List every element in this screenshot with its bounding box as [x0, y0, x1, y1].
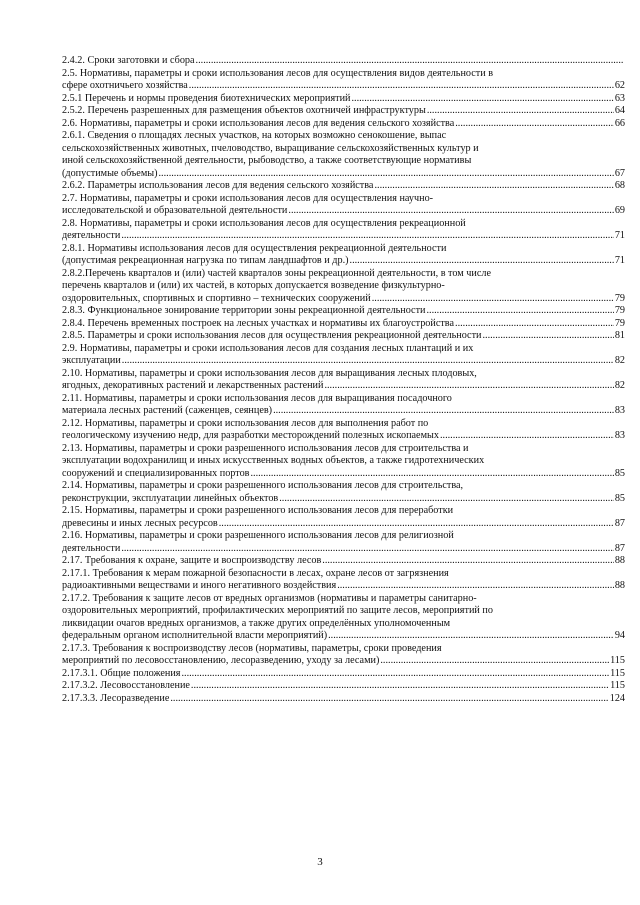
toc-entry-text-line: 2.17.2. Требования к защите лесов от вредных организмов (нормативы и параметры санитарно-	[62, 592, 477, 604]
toc-entry[interactable]	[62, 105, 625, 118]
toc-entry-text-line: иной сельскохозяйственной деятельности, рыбоводство, а также соответствующие нормативы	[62, 155, 472, 166]
dot-leader	[121, 230, 613, 243]
toc-entry[interactable]	[62, 593, 625, 643]
toc-entry-last-line	[62, 430, 625, 443]
toc-entry-last-line	[62, 555, 625, 568]
toc-entry-title: 2.6. Нормативы, параметры и сроки использования лесов для ведения сельского хозяйства	[62, 117, 455, 129]
toc-entry[interactable]	[62, 568, 625, 593]
toc-entry-last-line	[62, 380, 625, 393]
toc-entry-last-line	[62, 630, 625, 643]
toc-entry[interactable]	[62, 68, 625, 93]
toc-entry-last-line	[62, 518, 625, 531]
toc-entry-title: 2.17. Требования к охране, защите и воспроизводству лесов	[62, 555, 322, 566]
toc-entry-title: 2.17.3.1. Общие положения	[62, 667, 181, 679]
dot-leader	[324, 380, 613, 393]
table-of-contents	[62, 55, 625, 705]
toc-entry-last-line	[62, 680, 625, 693]
toc-entry-text-line: 2.12. Нормативы, параметры и сроки использования лесов для выполнения работ по	[62, 417, 429, 429]
toc-page-number: 82	[614, 355, 625, 366]
toc-entry[interactable]	[62, 130, 625, 180]
toc-entry-title: 2.17.3.3. Лесоразведение	[62, 692, 170, 704]
toc-entry[interactable]	[62, 443, 625, 481]
toc-page-number: 64	[614, 105, 625, 116]
toc-page-number: 67	[614, 167, 625, 179]
dot-leader	[170, 693, 608, 706]
toc-entry-title: ягодных, декоративных растений и лекарственных растений	[62, 380, 324, 391]
toc-entry-title: 2.8.3. Функциональное зонирование территории зоны рекреационной деятельности	[62, 305, 426, 316]
toc-entry[interactable]	[62, 343, 625, 368]
toc-entry-last-line	[62, 668, 625, 681]
toc-page-number: 85	[614, 467, 625, 479]
toc-entry-title: реконструкции, эксплуатации линейных объектов	[62, 492, 279, 504]
dot-leader	[288, 205, 613, 218]
dot-leader	[219, 518, 614, 531]
dot-leader	[279, 493, 614, 506]
toc-entry-text-line: 2.8.2.Перечень кварталов и (или) частей кварталов зоны рекреационной деятельности, в том числе	[62, 267, 491, 279]
toc-entry-text-line: 2.5. Нормативы, параметры и сроки использования лесов для осуществления видов деятельности в	[62, 67, 494, 79]
dot-leader	[337, 580, 614, 593]
toc-page-number: 94	[614, 630, 625, 641]
toc-entry[interactable]	[62, 368, 625, 393]
toc-entry-title: деятельности	[62, 230, 121, 241]
dot-leader	[455, 118, 614, 131]
toc-page-number: 83	[614, 405, 625, 416]
toc-entry[interactable]	[62, 393, 625, 418]
toc-entry-last-line	[62, 318, 625, 331]
dot-leader	[181, 668, 609, 681]
dot-leader	[250, 468, 613, 481]
dot-leader	[374, 180, 613, 193]
toc-entry-title: 2.17.3.2. Лесовосстановление	[62, 680, 190, 691]
toc-page-number: 115	[610, 680, 625, 691]
toc-entry-last-line	[62, 55, 625, 68]
toc-entry-text-line: 2.6.1. Сведения о площадях лесных участков, на которых возможно сенокошение, выпас	[62, 130, 447, 141]
toc-entry-last-line	[62, 80, 625, 93]
toc-entry-text-line: 2.9. Нормативы, параметры и сроки использования лесов для создания лесных плантаций и их	[62, 342, 474, 354]
toc-page-number: 83	[614, 430, 625, 441]
toc-entry-last-line	[62, 168, 625, 181]
toc-page-number: 88	[614, 555, 625, 566]
toc-entry-last-line	[62, 180, 625, 193]
page-number: 3	[317, 856, 323, 868]
toc-entry[interactable]	[62, 268, 625, 306]
toc-entry-text-line: 2.8.1. Нормативы использования лесов для осуществления рекреационной деятельности	[62, 242, 447, 254]
dot-leader	[380, 655, 609, 668]
toc-page-number: 68	[614, 180, 625, 191]
toc-page-number: 115	[610, 655, 625, 666]
toc-entry-text-line: 2.13. Нормативы, параметры и сроки разрешенного использования лесов для строительства и	[62, 442, 469, 454]
toc-entry-last-line	[62, 118, 625, 131]
dot-leader	[350, 255, 614, 268]
toc-entry-last-line	[62, 493, 625, 506]
toc-entry[interactable]	[62, 305, 625, 318]
toc-entry[interactable]	[62, 530, 625, 555]
toc-entry-title: 2.5.1 Перечень и нормы проведения биотехнических мероприятий	[62, 92, 351, 104]
toc-entry-last-line	[62, 93, 625, 106]
toc-page-number: 79	[614, 292, 625, 304]
toc-entry-title: 2.4.2. Сроки заготовки и сбора	[62, 55, 195, 66]
toc-entry-last-line	[62, 355, 625, 368]
toc-page-number: 85	[614, 492, 625, 504]
toc-entry-last-line	[62, 693, 625, 706]
toc-entry[interactable]	[62, 93, 625, 106]
toc-entry-text-line: оздоровительных мероприятий, профилактических мероприятий по защите лесов, мероприятий по	[62, 605, 493, 616]
toc-entry-title: (допустимые объемы)	[62, 167, 158, 179]
toc-entry[interactable]	[62, 330, 625, 343]
toc-entry-text-line: перечень кварталов и (или) их частей, в которых допускается возведение физкультурно-	[62, 280, 445, 291]
toc-entry-last-line	[62, 230, 625, 243]
toc-page-number: 79	[614, 305, 625, 316]
toc-entry[interactable]	[62, 118, 625, 131]
toc-entry-title: 2.6.2. Параметры использования лесов для ведения сельского хозяйства	[62, 180, 374, 191]
dot-leader	[482, 330, 613, 343]
toc-page-number: 87	[614, 517, 625, 529]
toc-entry-text-line: 2.7. Нормативы, параметры и сроки использования лесов для осуществления научно-	[62, 192, 434, 204]
toc-entry[interactable]	[62, 243, 625, 268]
toc-entry[interactable]	[62, 680, 625, 693]
toc-entry-title: федеральным органом исполнительной власти мероприятий)	[62, 630, 328, 641]
toc-page-number: 115	[610, 667, 625, 679]
toc-entry-title: 2.5.2. Перечень разрешенных для размещения объектов охотничей инфраструктуры	[62, 105, 426, 116]
toc-entry-text-line: сельскохозяйственных животных, пчеловодство, выращивание сельскохозяйственных культур и	[62, 142, 479, 154]
toc-entry-last-line	[62, 293, 625, 306]
toc-entry-text-line: ликвидации очагов вредных организмов, а также других определённых уполномоченным	[62, 617, 451, 629]
toc-entry[interactable]	[62, 180, 625, 193]
toc-entry[interactable]	[62, 480, 625, 505]
toc-entry-title: 2.8.4. Перечень временных построек на лесных участках и нормативы их благоустройства	[62, 317, 455, 329]
dot-leader	[122, 355, 614, 368]
toc-entry-text-line: 2.10. Нормативы, параметры и сроки использования лесов для выращивания лесных плодовых,	[62, 367, 477, 379]
toc-entry-title: деятельности	[62, 542, 121, 554]
dot-leader	[427, 105, 614, 118]
toc-entry[interactable]	[62, 218, 625, 243]
dot-leader	[455, 318, 614, 331]
toc-entry-last-line	[62, 105, 625, 118]
toc-entry-last-line	[62, 405, 625, 418]
dot-leader	[273, 405, 614, 418]
toc-entry-text-line: 2.14. Нормативы, параметры и сроки разрешенного использования лесов для строительства,	[62, 480, 464, 491]
toc-entry-title: оздоровительных, спортивных и спортивно – технических сооружений	[62, 292, 371, 304]
toc-page-number: 71	[614, 255, 625, 266]
toc-entry[interactable]	[62, 55, 625, 68]
toc-entry-title: древесины и иных лесных ресурсов	[62, 517, 218, 529]
toc-page-number: 71	[614, 230, 625, 241]
toc-entry-title: сооружений и специализированных портов	[62, 467, 250, 479]
dot-leader	[191, 680, 609, 693]
toc-entry-last-line	[62, 305, 625, 318]
toc-entry-title: мероприятий по лесовосстановлению, лесоразведению, уходу за лесами)	[62, 655, 380, 666]
toc-entry[interactable]	[62, 318, 625, 331]
dot-leader	[196, 55, 624, 68]
toc-entry[interactable]	[62, 193, 625, 218]
toc-page-number: 87	[614, 542, 625, 554]
toc-entry[interactable]	[62, 555, 625, 568]
dot-leader	[121, 543, 613, 556]
toc-entry[interactable]	[62, 418, 625, 443]
toc-page-number: 88	[614, 580, 625, 591]
toc-entry-title: радиоактивными веществами и иного негативного воздействия	[62, 580, 337, 591]
toc-entry-title: геологическому изучению недр, для разработки месторождений полезных ископаемых	[62, 430, 439, 441]
toc-entry-text-line: 2.8. Нормативы, параметры и сроки использования лесов для осуществления рекреационной	[62, 217, 466, 229]
toc-entry-text-line: эксплуатации водохранилищ и иных искусственных водных объектов, а также гидротехнических	[62, 455, 485, 466]
dot-leader	[426, 305, 613, 318]
toc-page-number: 66	[614, 117, 625, 129]
toc-entry-text-line: 2.15. Нормативы, параметры и сроки разрешенного использования лесов для переработки	[62, 505, 454, 516]
toc-entry[interactable]	[62, 643, 625, 668]
dot-leader	[351, 93, 613, 106]
toc-entry-text-line: 2.16. Нормативы, параметры и сроки разрешенного использования лесов для религиозной	[62, 530, 454, 541]
toc-page-number: 81	[614, 330, 625, 341]
toc-entry-title: 2.8.5. Параметры и сроки использования лесов для осуществления рекреационной деятельности	[62, 330, 482, 341]
dot-leader	[372, 293, 614, 306]
toc-entry-title: материала лесных растений (саженцев, сеянцев)	[62, 405, 273, 416]
dot-leader	[328, 630, 614, 643]
toc-entry-text-line: 2.17.3. Требования к воспроизводству лесов (нормативы, параметры, сроки проведения	[62, 642, 442, 654]
toc-page-number: 124	[609, 692, 625, 704]
toc-entry-title: сфере охотничьего хозяйства	[62, 80, 188, 91]
toc-entry-text-line: 2.17.1. Требования к мерам пожарной безопасности в лесах, охране лесов от загрязнения	[62, 567, 449, 579]
toc-entry-last-line	[62, 580, 625, 593]
toc-entry[interactable]	[62, 693, 625, 706]
toc-entry-last-line	[62, 255, 625, 268]
toc-entry-title: эксплуатации	[62, 355, 121, 366]
dot-leader	[322, 555, 614, 568]
toc-entry-text-line: 2.11. Нормативы, параметры и сроки использования лесов для выращивания посадочного	[62, 392, 452, 404]
toc-page-number: 82	[614, 380, 625, 391]
toc-page-number: 69	[614, 205, 625, 216]
dot-leader	[440, 430, 614, 443]
toc-entry-last-line	[62, 330, 625, 343]
dot-leader	[159, 168, 614, 181]
toc-entry-last-line	[62, 468, 625, 481]
toc-page-number: 79	[614, 317, 625, 329]
toc-entry-last-line	[62, 655, 625, 668]
toc-entry-title: (допустимая рекреационная нагрузка по типам ландшафтов и др.)	[62, 255, 349, 266]
toc-entry-last-line	[62, 205, 625, 218]
toc-entry[interactable]	[62, 505, 625, 530]
toc-entry[interactable]	[62, 668, 625, 681]
toc-entry-title: исследовательской и образовательной деятельности	[62, 205, 288, 216]
toc-page-number: 62	[614, 80, 625, 91]
toc-page-number: 63	[614, 92, 625, 104]
toc-entry-last-line	[62, 543, 625, 556]
dot-leader	[189, 80, 614, 93]
